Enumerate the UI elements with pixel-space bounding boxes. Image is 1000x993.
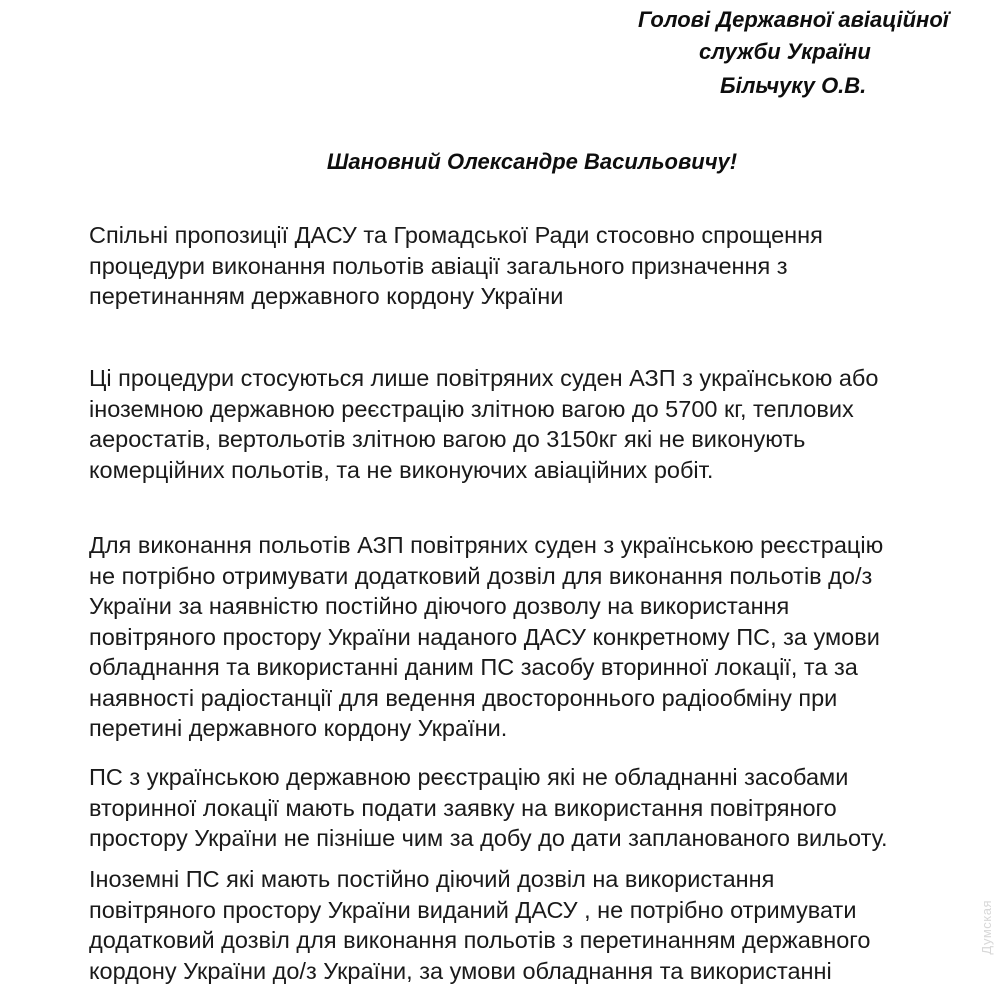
- text-line: процедури виконання польотів авіації загального призначення з: [89, 252, 788, 279]
- text-line: України за наявністю постійно діючого дозволу на використання: [89, 593, 790, 619]
- text-line: повітряного простору України виданий ДАСУ , не потрібно отримувати: [89, 896, 857, 923]
- text-line: додатковий дозвіл для виконання польотів з перетинанням державного: [89, 927, 871, 953]
- paragraph-ukrainian-registration: [89, 530, 883, 744]
- text-line: Іноземні ПС які мають постійно діючий дозвіл на використання: [89, 866, 775, 892]
- text-line: повітряного простору України наданого ДАСУ конкретному ПС, за умови: [89, 623, 880, 650]
- text-line: не потрібно отримувати додатковий дозвіл для виконання польотів до/з: [89, 562, 873, 589]
- addressee-line: Більчуку О.В.: [720, 73, 867, 98]
- text-line: Ці процедури стосуються лише повітряних суден АЗП з українською або: [89, 365, 879, 391]
- text-line: перетині державного кордону України.: [89, 715, 508, 741]
- addressee-line: служби України: [699, 39, 871, 64]
- text-line: комерційних польотів, та не виконуючих авіаційних робіт.: [89, 456, 714, 483]
- text-line: ПС з українською державною реєстрацію які не обладнанні засобами: [89, 764, 849, 790]
- paragraph-foreign-aircraft: [89, 864, 870, 986]
- text-line: Спільні пропозиції ДАСУ та Громадської Ради стосовно спрощення: [89, 222, 823, 248]
- text-line: наявності радіостанції для ведення двостороннього радіообміну при: [89, 684, 838, 711]
- text-line: простору України не пізніше чим за добу до дати запланованого вильоту.: [89, 825, 888, 851]
- text-line: Для виконання польотів АЗП повітряних суден з українською реєстрацію: [89, 532, 884, 558]
- watermark: Думская: [979, 900, 994, 955]
- text-line: кордону України до/з України, за умови обладнання та використанні: [89, 957, 832, 984]
- paragraph-scope: [89, 363, 878, 485]
- text-line: вторинної локації мають подати заявку на використання повітряного: [89, 794, 837, 821]
- paragraph-proposals-title: [89, 220, 823, 312]
- text-line: іноземною державною реєстрацію злітною вагою до 5700 кг, теплових: [89, 395, 854, 422]
- salutation: Шановний Олександре Васильовичу!: [326, 149, 738, 174]
- text-line: аеростатів, вертольотів злітною вагою до 3150кг які не виконують: [89, 426, 806, 452]
- text-line: обладнання та використанні даним ПС засобу вторинної локації, та за: [89, 654, 858, 680]
- text-line: перетинанням державного кордону України: [89, 283, 564, 309]
- addressee-line: Голові Державної авіаційної: [638, 7, 949, 32]
- paragraph-no-secondary-location: [89, 762, 888, 854]
